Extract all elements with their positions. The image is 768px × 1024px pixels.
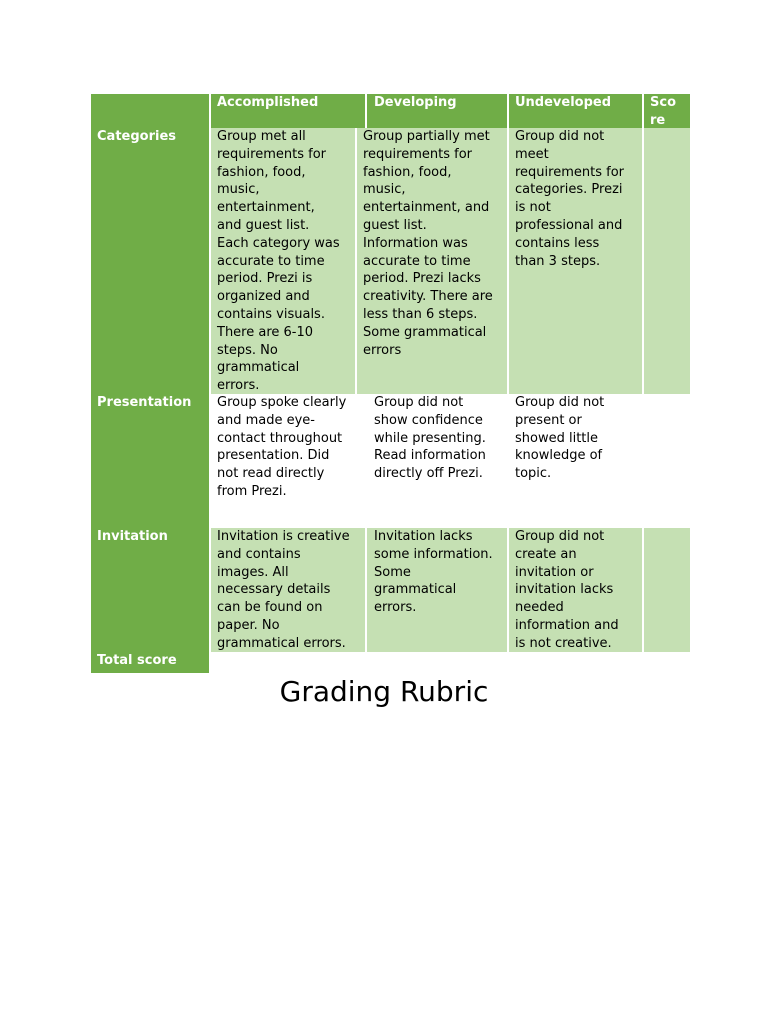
presentation-developing: Group did not show confidence while presenting. Read information directly off Prezi. xyxy=(367,394,509,528)
presentation-undeveloped: Group did not present or showed little knowledge of topic. xyxy=(509,394,644,528)
row-label-invitation: Invitation xyxy=(91,528,209,652)
row-label-categories: Categories xyxy=(91,128,209,394)
document-title: Grading Rubric xyxy=(279,675,489,708)
row-label-presentation: Presentation xyxy=(91,394,209,528)
header-developing: Developing xyxy=(367,94,507,128)
header-score: Sco re xyxy=(644,94,690,128)
invitation-accomplished: Invitation is creative and contains images. All necessary details can be found on paper. No grammatical errors. xyxy=(211,528,365,652)
row-label-total-score: Total score xyxy=(91,652,209,673)
invitation-developing: Invitation lacks some information. Some grammatical errors. xyxy=(367,528,507,652)
categories-developing: Group partially met requirements for fashion, food, music, entertainment, and guest list. Information was accurate to time period. Prezi lacks creativity. There are less than 6 steps. Some grammatical errors xyxy=(357,128,507,394)
header-undeveloped: Undeveloped xyxy=(509,94,642,128)
categories-accomplished: Group met all requirements for fashion, food, music, entertainment, and guest list. Each category was accurate to time period. Prezi is organized and contains visuals. There are 6-10 steps. No grammatical errors. xyxy=(211,128,355,394)
categories-score xyxy=(644,128,690,394)
invitation-score xyxy=(644,528,690,652)
invitation-undeveloped: Group did not create an invitation or invitation lacks needed information and is not creative. xyxy=(509,528,642,652)
presentation-accomplished: Group spoke clearly and made eye- contact throughout presentation. Did not read directly from Prezi. xyxy=(211,394,367,528)
header-blank-cell xyxy=(91,94,209,128)
grading-rubric-table xyxy=(91,94,690,673)
categories-undeveloped: Group did not meet requirements for categories. Prezi is not professional and contains less than 3 steps. xyxy=(509,128,642,394)
header-accomplished: Accomplished xyxy=(211,94,365,128)
presentation-score xyxy=(644,394,690,528)
